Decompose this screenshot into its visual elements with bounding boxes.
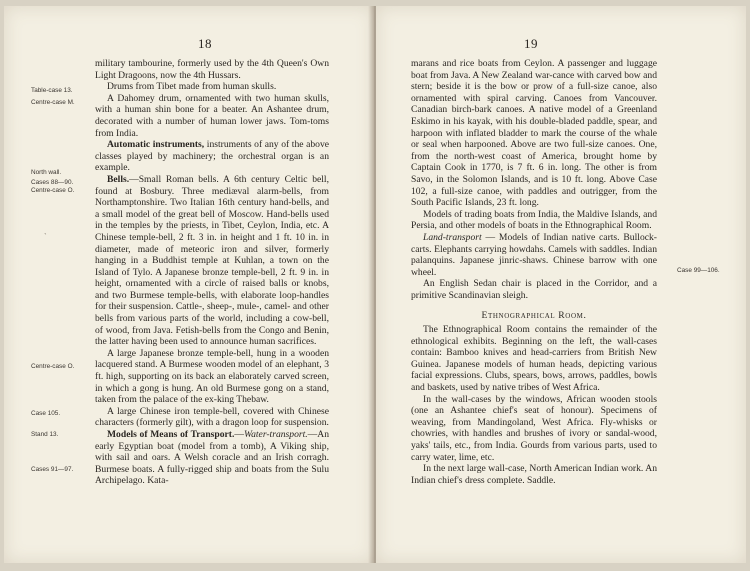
- subheading-land-transport: Land-transport: [423, 231, 482, 243]
- margin-note-stand-13: Stand 13.: [31, 431, 59, 438]
- paragraph-japanese-bell: A large Japanese bronze temple-bell, hung in a wooden lacquered stand. A Burmese wooden model of an elephant, 3 ft. high, supporting on its back an elaborately carved screen, in which a gong is hung. An old Burmese gong on a stand, taken from the palace of the ex-king Thebaw.: [95, 347, 329, 406]
- paragraph-north-american: In the next large wall-case, North American Indian work. An Indian chief's dress complete. Saddle.: [411, 463, 657, 486]
- page-number-right: 19: [524, 36, 538, 51]
- paragraph-boats: marans and rice boats from Ceylon. A passenger and luggage boat from Java. A New Zealand war-cance with carved bow and stern; beside it is the bow or prow of a full-size canoe, also ornamented with spiral carving. Canoes from Vancouver. Canadian birch-bark canoes. A native model of a Greenland Eskimo in his kayak, with his double-bladed paddle, spear, and harpoon with inflated bladder to mark the course of the whale or seal when harpooned. Above are two full-size canoes. One, from the north-west coast of America, brought home by Captain Cook in 1770, is 7 ft. 6 in. long. The other is from Savo, in the Solomon Islands, and is 10 ft. long. Above Case 102, a full-size canoe, with paddles and outrigger, from the South Pacific Islands, 23 ft. long.: [411, 58, 657, 209]
- heading-bells: Bells.: [107, 173, 130, 185]
- paragraph-trading-boats: Models of trading boats from India, the Maldive Islands, and Persia, and other models of boats in the Ethnographical Room.: [411, 208, 657, 232]
- margin-note-case-99-106: Case 99—106.: [677, 267, 720, 274]
- margin-note-centre-case-o-2: Centre-case O.: [31, 363, 75, 370]
- paragraph-sedan-chair: An English Sedan chair is placed in the Corridor, and a primitive Scandinavian sleigh.: [411, 278, 657, 301]
- paragraph-window-cases: In the wall-cases by the windows, African wooden stools (one an Ashantee chief's seat of honour). Specimens of weaving, from Mandingoland, West Africa. Fly-whisks or chowries, with handles and brushes of ivory or sandal-wood, yaks' tails, etc., from India. Gourds from various parts, used to carry water, lime, etc.: [411, 393, 657, 463]
- paragraph-bells: Bells.—Small Roman bells. A 6th century Celtic bell, found at Bosbury. Three mediæval alarm-bells, from Northamptonshire. Two Italian 16th century hand-bells, and a small model of the great bell of Moscow. Hand-bells used in the temples by the priests, in Tibet, Ceylon, India, etc. A Chinese temple-bell, 2 ft. 3 in. in height and 1 ft. 10 in. in diameter, made of meteoric iron and silver, formerly hanging in a Buddhist temple at Kuhlan, a town on the Island of Tylo. A Japanese bronze temple-bell, 2 ft. 9 in. in height, ornamented with a circle of raised balls or knobs, and two Burmese temple-bells, with elaborate loop-handles for their suspension. Cattle-, sheep-, mule-, camel- and other bells from various parts of the world, including a cow-bell, of wood, from Java. Fetish-bells from the Congo and Benin, the latter having been used to announce human sacrifices.: [95, 173, 329, 348]
- paragraph-automatic-instruments: Automatic instruments, instruments of any of the above classes played by machinery; the orchestral organ is an example.: [95, 139, 330, 174]
- margin-tick: `: [44, 232, 47, 241]
- page-number-left: 18: [198, 36, 212, 51]
- margin-note-cases-88-90: Cases 88—90.: [31, 179, 74, 186]
- right-page-text: [411, 58, 657, 486]
- paragraph-chinese-bell: A large Chinese iron temple-bell, covered with Chinese characters (formerly gilt), with a dragon loop for suspension.: [95, 405, 329, 429]
- margin-note-north-wall: North wall.: [31, 169, 62, 176]
- section-heading-ethnographical-room: Ethnographical Room.: [481, 310, 587, 322]
- margin-note-cases-91-97: Cases 91—97.: [31, 466, 74, 473]
- margin-note-centre-case-o: Centre-case O.: [31, 187, 75, 194]
- margin-note-table-case: Table-case 13.: [31, 87, 73, 94]
- paragraph-ethnographical-room: The Ethnographical Room contains the remainder of the ethnological exhibits. Beginning on the left, the wall-cases contain: Bamboo knives and head-carriers from British New Guinea. Japanese models of human heads, depicting various facial expressions. Clubs, spears, bows, arrows, paddles, bowls and baskets, used by native tribes of West Africa.: [411, 324, 657, 394]
- subheading-water-transport: Water-transport.: [243, 429, 308, 440]
- paragraph-tambourine: military tambourine, formerly used by the 4th Queen's Own Light Dragoons, now the 4th Hussars.: [95, 58, 329, 81]
- paragraph-land-transport: Land-transport — Models of Indian native carts. Bullock-carts. Elephants carrying howdahs. Camels with saddles. Indian palanquins. Japanese jinric-shaws. Chinese barrow with one wheel.: [411, 231, 657, 278]
- right-page: [376, 6, 746, 563]
- paragraph-tibet-drums: Drums from Tibet made from human skulls.: [107, 81, 277, 93]
- margin-note-case-105: Case 105.: [31, 410, 61, 417]
- paragraph-transport: Models of Means of Transport.—Water-transport.—An early Egyptian boat (model from a tomb), A Viking ship, with sail and oars. A Welsh coracle and an Irish corragh. Burmese boats. A fully-rigged ship and boats from the Sulu Archipelago. Kata-: [95, 429, 329, 487]
- heading-automatic-instruments: Automatic instruments,: [107, 139, 205, 151]
- margin-note-centre-case-m: Centre-case M.: [31, 99, 75, 106]
- heading-transport: Models of Means of Transport.: [107, 429, 235, 440]
- left-page: [4, 6, 374, 563]
- paragraph-dahomey-drum: A Dahomey drum, ornamented with two human skulls, with a human shin bone for a beater. An Ashantee drum, decorated with a number of human lower jaws. Tom-toms from India.: [95, 92, 329, 139]
- left-page-text: [95, 58, 329, 487]
